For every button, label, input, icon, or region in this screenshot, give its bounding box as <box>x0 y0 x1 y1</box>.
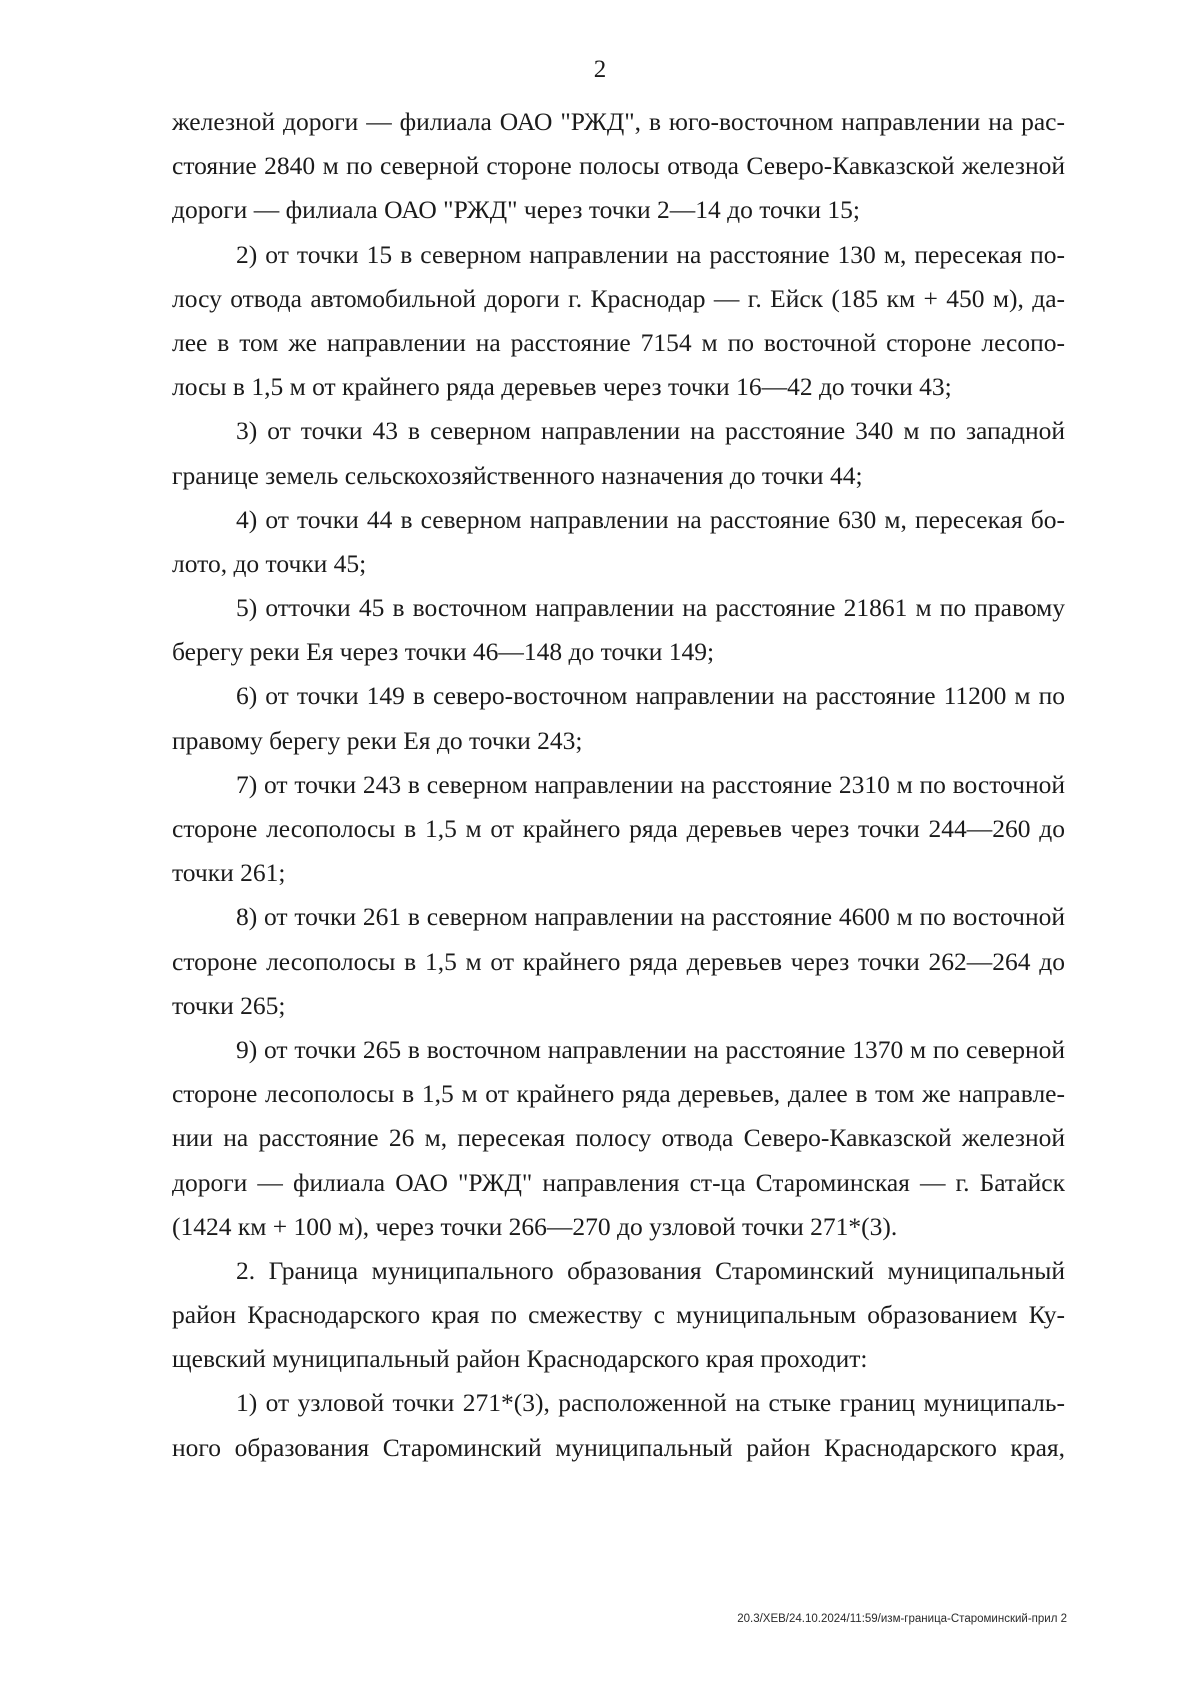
document-body <box>172 100 1065 1470</box>
text-line: стояние 2840 м по северной стороне полосы отвода Северо-Кавказской железной <box>172 151 1065 181</box>
text-line: (1424 км + 100 м), через точки 266—270 до узловой точки 271*(3). <box>172 1211 898 1241</box>
text-line: лото, до точки 45; <box>172 548 367 578</box>
text-line: 6) от точки 149 в северо-восточном направлении на расстояние 11200 м по <box>236 681 1065 711</box>
text-line: щевский муниципальный район Краснодарского края проходит: <box>172 1344 868 1374</box>
text-line: лосу отвода автомобильной дороги г. Краснодар — г. Ейск (185 км + 450 м), да- <box>172 283 1065 313</box>
text-line: дороги — филиала ОАО "РЖД" через точки 2—14 до точки 15; <box>172 195 860 225</box>
text-line: 4) от точки 44 в северном направлении на расстояние 630 м, пересекая бо- <box>236 504 1065 534</box>
text-line: правому берегу реки Ея до точки 243; <box>172 725 583 755</box>
text-line: лосы в 1,5 м от крайнего ряда деревьев через точки 16—42 до точки 43; <box>172 372 952 402</box>
text-line: 7) от точки 243 в северном направлении на расстояние 2310 м по восточной <box>236 769 1065 799</box>
text-line: 1) от узловой точки 271*(3), расположенной на стыке границ муниципаль- <box>236 1388 1065 1418</box>
page-number: 2 <box>593 56 607 83</box>
text-line: 2) от точки 15 в северном направлении на расстояние 130 м, пересекая по- <box>236 239 1065 269</box>
text-line: берегу реки Ея через точки 46—148 до точки 149; <box>172 637 715 667</box>
text-line: железной дороги — филиала ОАО "РЖД", в юго-восточном направлении на рас- <box>172 107 1065 136</box>
text-line: точки 261; <box>172 858 286 888</box>
text-line: 3) от точки 43 в северном направлении на расстояние 340 м по западной <box>236 416 1065 446</box>
text-line: нии на расстояние 26 м, пересекая полосу отвода Северо-Кавказской железной <box>172 1123 1065 1153</box>
text-line: ного образования Староминский муниципальный район Краснодарского края, <box>172 1432 1065 1462</box>
text-line: 5) отточки 45 в восточном направлении на расстояние 21861 м по правому <box>236 593 1065 623</box>
text-line: 9) от точки 265 в восточном направлении на расстояние 1370 м по северной <box>236 1034 1065 1064</box>
text-line: 2. Граница муниципального образования Староминский муниципальный <box>236 1255 1065 1285</box>
text-line: границе земель сельскохозяйственного назначения до точки 44; <box>172 460 863 490</box>
text-line: 8) от точки 261 в северном направлении на расстояние 4600 м по восточной <box>236 902 1065 932</box>
text-line: стороне лесополосы в 1,5 м от крайнего ряда деревьев через точки 244—260 до <box>172 814 1065 843</box>
document-footer-stamp: 20.3/ХЕВ/24.10.2024/11:59/изм-граница-Староминский-прил 2 <box>737 1613 1067 1625</box>
text-line: стороне лесополосы в 1,5 м от крайнего ряда деревьев через точки 262—264 до <box>172 946 1065 976</box>
text-line: стороне лесополосы в 1,5 м от крайнего ряда деревьев, далее в том же направле- <box>172 1079 1065 1109</box>
text-line: лее в том же направлении на расстояние 7154 м по восточной стороне лесопо- <box>172 327 1065 357</box>
text-line: район Краснодарского края по смежеству с муниципальным образованием Ку- <box>172 1300 1065 1330</box>
text-line: точки 265; <box>172 990 286 1020</box>
text-line: дороги — филиала ОАО "РЖД" направления ст-ца Староминская — г. Батайск <box>172 1167 1065 1197</box>
